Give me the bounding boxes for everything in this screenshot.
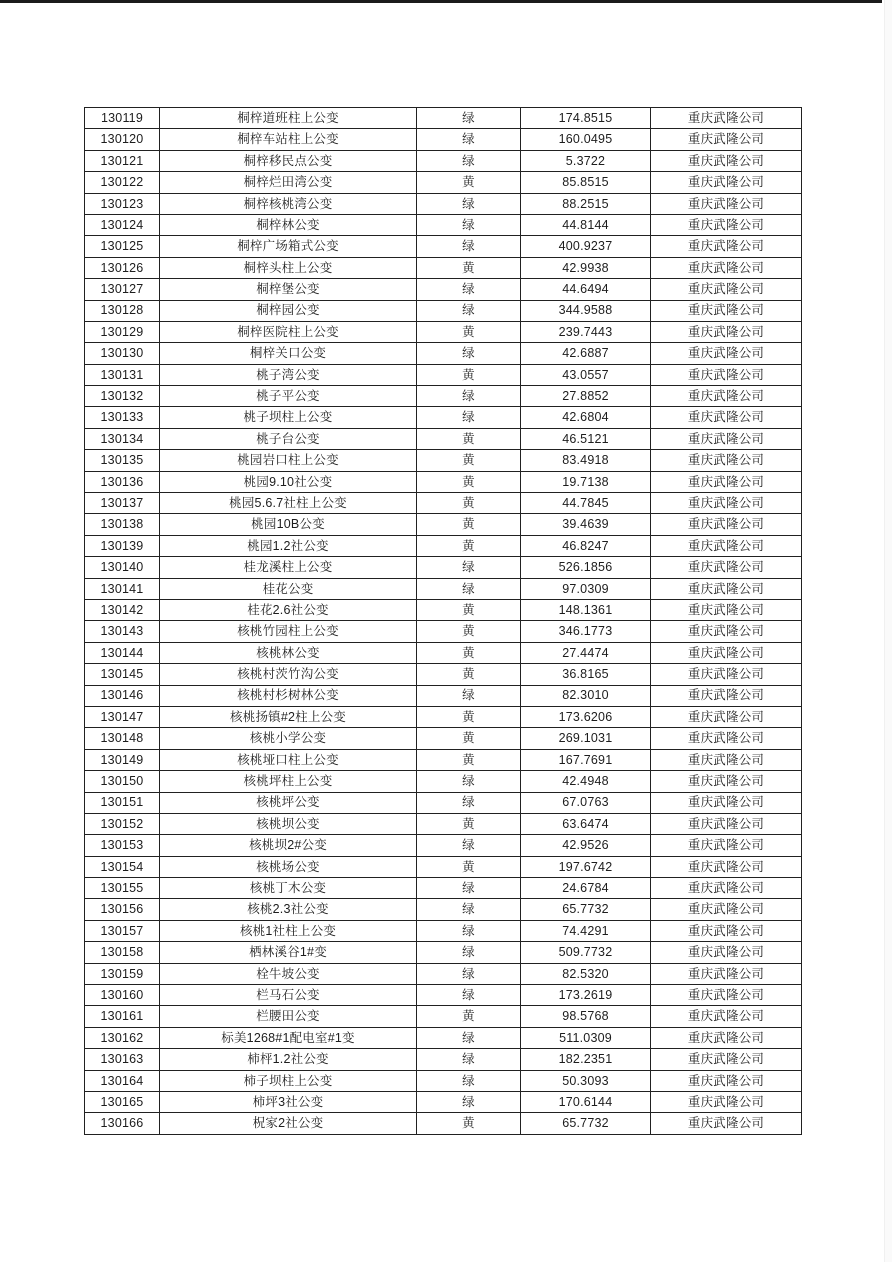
table-row [85, 1006, 802, 1027]
table-row [85, 899, 802, 920]
cell-company: 重庆武隆公司 [651, 1027, 802, 1048]
page-right-edge [884, 0, 892, 1262]
cell-id: 130160 [85, 985, 160, 1006]
table-row [85, 813, 802, 834]
cell-company: 重庆武隆公司 [651, 835, 802, 856]
table-row [85, 279, 802, 300]
cell-company: 重庆武隆公司 [651, 279, 802, 300]
cell-status: 绿 [417, 236, 521, 257]
cell-company: 重庆武隆公司 [651, 664, 802, 685]
table-row [85, 878, 802, 899]
table-row [85, 599, 802, 620]
cell-id: 130152 [85, 813, 160, 834]
cell-id: 130154 [85, 856, 160, 877]
cell-company: 重庆武隆公司 [651, 407, 802, 428]
cell-value: 43.0557 [521, 364, 651, 385]
cell-company: 重庆武隆公司 [651, 257, 802, 278]
cell-company: 重庆武隆公司 [651, 1006, 802, 1027]
table-row [85, 193, 802, 214]
cell-id: 130122 [85, 172, 160, 193]
table-row [85, 1113, 802, 1135]
cell-name: 栓牛坡公变 [160, 963, 417, 984]
table-row [85, 386, 802, 407]
table-row [85, 985, 802, 1006]
table-row [85, 856, 802, 877]
cell-name: 桃子台公变 [160, 428, 417, 449]
cell-company: 重庆武隆公司 [651, 493, 802, 514]
table-row [85, 428, 802, 449]
cell-value: 170.6144 [521, 1091, 651, 1112]
cell-id: 130161 [85, 1006, 160, 1027]
cell-value: 82.5320 [521, 963, 651, 984]
cell-status: 绿 [417, 685, 521, 706]
cell-name: 桂花2.6社公变 [160, 599, 417, 620]
cell-name: 柷家2社公变 [160, 1113, 417, 1135]
cell-company: 重庆武隆公司 [651, 985, 802, 1006]
table-body [85, 108, 802, 1135]
cell-status: 绿 [417, 1027, 521, 1048]
cell-name: 栏腰田公变 [160, 1006, 417, 1027]
cell-value: 27.8852 [521, 386, 651, 407]
cell-company: 重庆武隆公司 [651, 685, 802, 706]
table-row [85, 685, 802, 706]
cell-name: 栏马石公变 [160, 985, 417, 1006]
table-row [85, 364, 802, 385]
cell-company: 重庆武隆公司 [651, 535, 802, 556]
table-row [85, 621, 802, 642]
cell-status: 绿 [417, 279, 521, 300]
cell-status: 黄 [417, 728, 521, 749]
cell-status: 绿 [417, 300, 521, 321]
table-row [85, 236, 802, 257]
cell-company: 重庆武隆公司 [651, 942, 802, 963]
table-row [85, 343, 802, 364]
table-row [85, 1027, 802, 1048]
cell-id: 130124 [85, 214, 160, 235]
cell-status: 绿 [417, 835, 521, 856]
cell-id: 130132 [85, 386, 160, 407]
cell-status: 绿 [417, 920, 521, 941]
cell-company: 重庆武隆公司 [651, 792, 802, 813]
cell-name: 桐梓医院柱上公变 [160, 321, 417, 342]
cell-value: 98.5768 [521, 1006, 651, 1027]
cell-value: 160.0495 [521, 129, 651, 150]
cell-id: 130156 [85, 899, 160, 920]
cell-status: 绿 [417, 386, 521, 407]
table-row [85, 257, 802, 278]
cell-value: 63.6474 [521, 813, 651, 834]
cell-name: 核桃丁木公变 [160, 878, 417, 899]
cell-status: 绿 [417, 1070, 521, 1091]
cell-company: 重庆武隆公司 [651, 813, 802, 834]
cell-value: 511.0309 [521, 1027, 651, 1048]
cell-name: 标美1268#1配电室#1变 [160, 1027, 417, 1048]
table-row [85, 108, 802, 129]
cell-status: 黄 [417, 493, 521, 514]
cell-name: 桃园1.2社公变 [160, 535, 417, 556]
cell-id: 130130 [85, 343, 160, 364]
cell-id: 130134 [85, 428, 160, 449]
cell-status: 黄 [417, 621, 521, 642]
cell-value: 97.0309 [521, 578, 651, 599]
cell-status: 黄 [417, 1006, 521, 1027]
cell-value: 174.8515 [521, 108, 651, 129]
cell-company: 重庆武隆公司 [651, 193, 802, 214]
cell-value: 167.7691 [521, 749, 651, 770]
table-row [85, 150, 802, 171]
cell-name: 桐梓道班柱上公变 [160, 108, 417, 129]
table-row [85, 792, 802, 813]
cell-value: 182.2351 [521, 1049, 651, 1070]
table-row [85, 749, 802, 770]
cell-status: 绿 [417, 193, 521, 214]
cell-value: 173.2619 [521, 985, 651, 1006]
cell-name: 核桃扬镇#2柱上公变 [160, 706, 417, 727]
cell-company: 重庆武隆公司 [651, 963, 802, 984]
cell-name: 核桃林公变 [160, 642, 417, 663]
cell-name: 核桃竹园柱上公变 [160, 621, 417, 642]
cell-company: 重庆武隆公司 [651, 172, 802, 193]
cell-status: 绿 [417, 557, 521, 578]
table-row [85, 407, 802, 428]
cell-name: 栖林溪谷1#变 [160, 942, 417, 963]
cell-value: 44.8144 [521, 214, 651, 235]
table-row [85, 578, 802, 599]
cell-id: 130159 [85, 963, 160, 984]
cell-value: 42.6804 [521, 407, 651, 428]
table-row [85, 835, 802, 856]
page-top-rule [0, 0, 882, 3]
cell-id: 130129 [85, 321, 160, 342]
cell-name: 桐梓林公变 [160, 214, 417, 235]
cell-name: 桐梓移民点公变 [160, 150, 417, 171]
cell-value: 19.7138 [521, 471, 651, 492]
cell-company: 重庆武隆公司 [651, 214, 802, 235]
cell-name: 核桃坪公变 [160, 792, 417, 813]
cell-name: 桃园10B公变 [160, 514, 417, 535]
cell-name: 核桃村茨竹沟公变 [160, 664, 417, 685]
cell-company: 重庆武隆公司 [651, 642, 802, 663]
cell-value: 65.7732 [521, 1113, 651, 1135]
transformer-data-table [84, 107, 802, 1135]
cell-status: 黄 [417, 599, 521, 620]
cell-id: 130125 [85, 236, 160, 257]
table-row [85, 300, 802, 321]
cell-name: 核桃小学公变 [160, 728, 417, 749]
table-row [85, 642, 802, 663]
cell-id: 130143 [85, 621, 160, 642]
cell-value: 42.6887 [521, 343, 651, 364]
cell-status: 黄 [417, 749, 521, 770]
cell-company: 重庆武隆公司 [651, 899, 802, 920]
table-row [85, 963, 802, 984]
cell-name: 桂花公变 [160, 578, 417, 599]
cell-id: 130121 [85, 150, 160, 171]
cell-status: 黄 [417, 664, 521, 685]
table-row [85, 321, 802, 342]
cell-value: 42.9938 [521, 257, 651, 278]
cell-status: 黄 [417, 257, 521, 278]
cell-value: 88.2515 [521, 193, 651, 214]
cell-status: 绿 [417, 899, 521, 920]
cell-value: 269.1031 [521, 728, 651, 749]
cell-id: 130120 [85, 129, 160, 150]
table-row [85, 706, 802, 727]
cell-name: 桃园5.6.7社柱上公变 [160, 493, 417, 514]
cell-status: 黄 [417, 321, 521, 342]
cell-company: 重庆武隆公司 [651, 599, 802, 620]
cell-company: 重庆武隆公司 [651, 364, 802, 385]
cell-id: 130142 [85, 599, 160, 620]
cell-company: 重庆武隆公司 [651, 471, 802, 492]
table-row [85, 172, 802, 193]
cell-company: 重庆武隆公司 [651, 557, 802, 578]
cell-name: 柿坪3社公变 [160, 1091, 417, 1112]
cell-name: 核桃村杉树林公变 [160, 685, 417, 706]
cell-status: 黄 [417, 450, 521, 471]
cell-id: 130145 [85, 664, 160, 685]
table-row [85, 664, 802, 685]
cell-company: 重庆武隆公司 [651, 129, 802, 150]
cell-id: 130133 [85, 407, 160, 428]
cell-company: 重庆武隆公司 [651, 1070, 802, 1091]
table-row [85, 493, 802, 514]
cell-id: 130163 [85, 1049, 160, 1070]
table-row [85, 471, 802, 492]
cell-name: 桐梓烂田湾公变 [160, 172, 417, 193]
cell-name: 桐梓车站柱上公变 [160, 129, 417, 150]
cell-value: 509.7732 [521, 942, 651, 963]
cell-id: 130127 [85, 279, 160, 300]
table-row [85, 1091, 802, 1112]
cell-value: 5.3722 [521, 150, 651, 171]
cell-value: 44.7845 [521, 493, 651, 514]
cell-id: 130136 [85, 471, 160, 492]
cell-value: 27.4474 [521, 642, 651, 663]
cell-status: 黄 [417, 172, 521, 193]
cell-company: 重庆武隆公司 [651, 321, 802, 342]
cell-company: 重庆武隆公司 [651, 236, 802, 257]
cell-company: 重庆武隆公司 [651, 749, 802, 770]
cell-status: 绿 [417, 129, 521, 150]
cell-value: 46.8247 [521, 535, 651, 556]
cell-id: 130128 [85, 300, 160, 321]
cell-value: 400.9237 [521, 236, 651, 257]
cell-name: 桃子湾公变 [160, 364, 417, 385]
cell-value: 50.3093 [521, 1070, 651, 1091]
table-row [85, 942, 802, 963]
cell-id: 130165 [85, 1091, 160, 1112]
cell-status: 绿 [417, 942, 521, 963]
cell-status: 黄 [417, 642, 521, 663]
cell-status: 绿 [417, 578, 521, 599]
cell-id: 130135 [85, 450, 160, 471]
cell-name: 桐梓园公变 [160, 300, 417, 321]
cell-status: 绿 [417, 214, 521, 235]
cell-id: 130151 [85, 792, 160, 813]
cell-value: 42.4948 [521, 771, 651, 792]
cell-id: 130164 [85, 1070, 160, 1091]
cell-id: 130147 [85, 706, 160, 727]
cell-status: 黄 [417, 856, 521, 877]
cell-status: 黄 [417, 1113, 521, 1135]
cell-value: 83.4918 [521, 450, 651, 471]
table-row [85, 557, 802, 578]
cell-id: 130137 [85, 493, 160, 514]
cell-id: 130119 [85, 108, 160, 129]
cell-id: 130166 [85, 1113, 160, 1135]
cell-id: 130131 [85, 364, 160, 385]
cell-name: 桐梓核桃湾公变 [160, 193, 417, 214]
cell-status: 绿 [417, 150, 521, 171]
cell-value: 82.3010 [521, 685, 651, 706]
cell-value: 344.9588 [521, 300, 651, 321]
cell-company: 重庆武隆公司 [651, 920, 802, 941]
cell-value: 74.4291 [521, 920, 651, 941]
cell-company: 重庆武隆公司 [651, 706, 802, 727]
cell-name: 桃园9.10社公变 [160, 471, 417, 492]
cell-company: 重庆武隆公司 [651, 150, 802, 171]
cell-id: 130123 [85, 193, 160, 214]
cell-status: 绿 [417, 1091, 521, 1112]
cell-status: 绿 [417, 963, 521, 984]
cell-status: 绿 [417, 771, 521, 792]
cell-value: 24.6784 [521, 878, 651, 899]
cell-company: 重庆武隆公司 [651, 771, 802, 792]
cell-id: 130148 [85, 728, 160, 749]
cell-name: 核桃1社柱上公变 [160, 920, 417, 941]
cell-status: 黄 [417, 706, 521, 727]
cell-value: 148.1361 [521, 599, 651, 620]
cell-status: 绿 [417, 407, 521, 428]
cell-company: 重庆武隆公司 [651, 878, 802, 899]
cell-name: 柿子坝柱上公变 [160, 1070, 417, 1091]
cell-status: 绿 [417, 1049, 521, 1070]
cell-value: 526.1856 [521, 557, 651, 578]
cell-company: 重庆武隆公司 [651, 343, 802, 364]
cell-company: 重庆武隆公司 [651, 728, 802, 749]
cell-id: 130149 [85, 749, 160, 770]
cell-name: 核桃坪柱上公变 [160, 771, 417, 792]
cell-id: 130158 [85, 942, 160, 963]
cell-id: 130138 [85, 514, 160, 535]
cell-value: 36.8165 [521, 664, 651, 685]
cell-company: 重庆武隆公司 [651, 108, 802, 129]
cell-status: 黄 [417, 535, 521, 556]
cell-status: 黄 [417, 813, 521, 834]
cell-id: 130141 [85, 578, 160, 599]
table-row [85, 771, 802, 792]
cell-company: 重庆武隆公司 [651, 1113, 802, 1135]
cell-status: 黄 [417, 364, 521, 385]
cell-company: 重庆武隆公司 [651, 856, 802, 877]
cell-id: 130153 [85, 835, 160, 856]
cell-status: 绿 [417, 878, 521, 899]
cell-name: 核桃坝2#公变 [160, 835, 417, 856]
cell-name: 桃子坝柱上公变 [160, 407, 417, 428]
table-row [85, 450, 802, 471]
cell-company: 重庆武隆公司 [651, 428, 802, 449]
table-row [85, 514, 802, 535]
cell-status: 黄 [417, 471, 521, 492]
cell-company: 重庆武隆公司 [651, 450, 802, 471]
cell-name: 核桃场公变 [160, 856, 417, 877]
cell-status: 绿 [417, 792, 521, 813]
table-row [85, 214, 802, 235]
cell-value: 39.4639 [521, 514, 651, 535]
table-row [85, 535, 802, 556]
table-row [85, 728, 802, 749]
cell-id: 130162 [85, 1027, 160, 1048]
cell-company: 重庆武隆公司 [651, 621, 802, 642]
cell-name: 桐梓关口公变 [160, 343, 417, 364]
cell-company: 重庆武隆公司 [651, 1049, 802, 1070]
cell-company: 重庆武隆公司 [651, 300, 802, 321]
cell-status: 绿 [417, 985, 521, 1006]
cell-id: 130146 [85, 685, 160, 706]
cell-status: 黄 [417, 514, 521, 535]
cell-company: 重庆武隆公司 [651, 578, 802, 599]
cell-value: 239.7443 [521, 321, 651, 342]
cell-value: 173.6206 [521, 706, 651, 727]
cell-company: 重庆武隆公司 [651, 386, 802, 407]
cell-value: 44.6494 [521, 279, 651, 300]
cell-value: 65.7732 [521, 899, 651, 920]
cell-id: 130140 [85, 557, 160, 578]
table-row [85, 129, 802, 150]
cell-name: 桐梓头柱上公变 [160, 257, 417, 278]
cell-value: 46.5121 [521, 428, 651, 449]
cell-id: 130144 [85, 642, 160, 663]
cell-value: 42.9526 [521, 835, 651, 856]
cell-id: 130150 [85, 771, 160, 792]
cell-value: 85.8515 [521, 172, 651, 193]
cell-status: 绿 [417, 343, 521, 364]
cell-id: 130139 [85, 535, 160, 556]
cell-id: 130157 [85, 920, 160, 941]
cell-name: 桐梓堡公变 [160, 279, 417, 300]
cell-name: 桂龙溪柱上公变 [160, 557, 417, 578]
table-row [85, 1049, 802, 1070]
cell-value: 197.6742 [521, 856, 651, 877]
table-row [85, 1070, 802, 1091]
cell-id: 130126 [85, 257, 160, 278]
cell-name: 柿枰1.2社公变 [160, 1049, 417, 1070]
cell-company: 重庆武隆公司 [651, 514, 802, 535]
cell-name: 桃子平公变 [160, 386, 417, 407]
cell-name: 核桃2.3社公变 [160, 899, 417, 920]
cell-name: 桃园岩口柱上公变 [160, 450, 417, 471]
cell-id: 130155 [85, 878, 160, 899]
cell-name: 桐梓广场箱式公变 [160, 236, 417, 257]
cell-company: 重庆武隆公司 [651, 1091, 802, 1112]
cell-status: 黄 [417, 428, 521, 449]
cell-name: 核桃坝公变 [160, 813, 417, 834]
cell-value: 67.0763 [521, 792, 651, 813]
cell-name: 核桃垭口柱上公变 [160, 749, 417, 770]
table-row [85, 920, 802, 941]
cell-value: 346.1773 [521, 621, 651, 642]
cell-status: 绿 [417, 108, 521, 129]
